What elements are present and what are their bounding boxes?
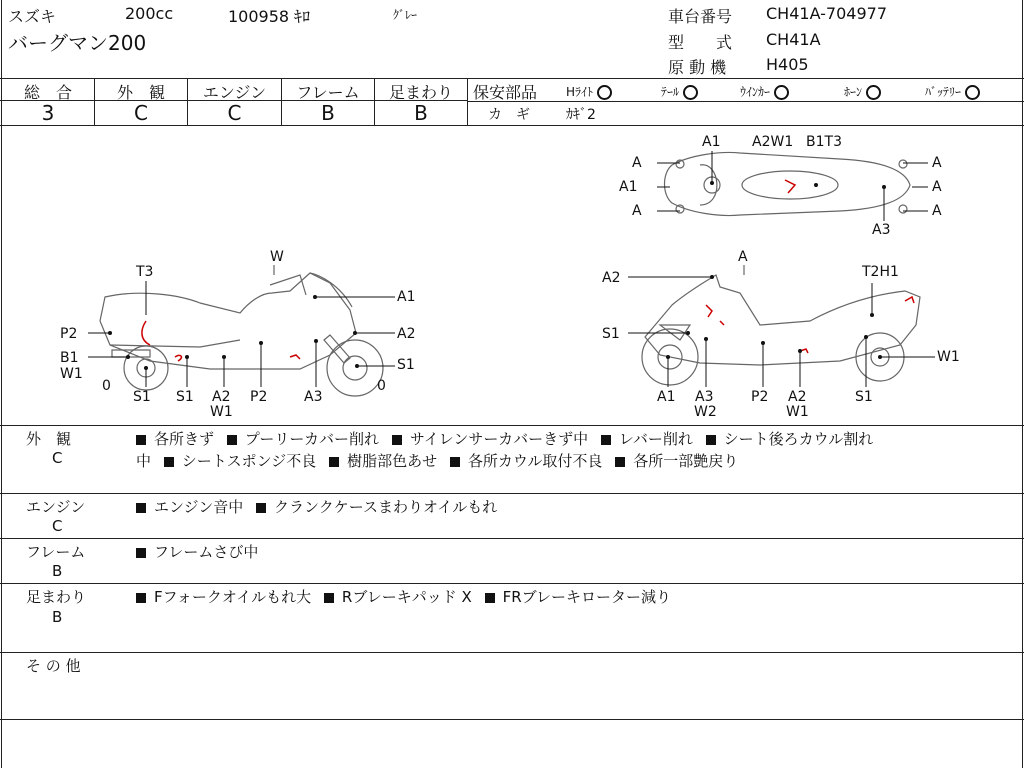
diagram-label: A (932, 179, 942, 195)
diagram-label: W1 (786, 404, 809, 420)
diagram-label: P2 (751, 389, 769, 405)
bullet-square-icon (392, 435, 402, 445)
bullet-square-icon (136, 593, 146, 603)
frame-grade-value: B (321, 101, 335, 125)
section-title-other: そ の 他 (26, 657, 81, 675)
bullet-square-icon (227, 435, 237, 445)
note-item: Fフォークオイルもれ大 (154, 588, 312, 606)
diagram-label: A2 (212, 389, 231, 405)
diagram-label: A (932, 203, 942, 219)
exterior-notes-line-1 (136, 428, 873, 449)
color: ｸﾞﾚｰ (393, 8, 418, 22)
note-item: 各所きず (154, 430, 215, 448)
diagram-label: T2H1 (862, 264, 899, 280)
frame-grade-label: フレーム (296, 83, 360, 102)
section-divider (0, 493, 1024, 494)
note-item: 各所一部艶戻り (633, 452, 739, 470)
model-name: バーグマン200 (8, 31, 147, 55)
exterior-label: 外 観 (116, 83, 165, 102)
exterior-value: C (134, 101, 148, 125)
leader-dots (108, 181, 886, 373)
diagram-label: A (632, 155, 642, 171)
engine-value: H405 (766, 55, 809, 74)
displacement: 200cc (125, 4, 174, 23)
note-item: FRブレーキローター減り (502, 588, 672, 606)
diagram-label: W1 (937, 349, 960, 365)
engine-label: 原 動 機 (668, 58, 727, 77)
safety-item-name: Hﾗｲﾄ (566, 85, 594, 99)
diagram-label: A2 (788, 389, 807, 405)
key-label: カ ギ (488, 107, 530, 123)
diagram-label: B1T3 (806, 134, 842, 150)
diagram-label: A3 (695, 389, 714, 405)
bullet-square-icon (324, 593, 334, 603)
section-title-engine: エンジン (26, 498, 86, 516)
safety-item-name: ﾃｰﾙ (661, 85, 680, 99)
diagram-label: 0 (377, 378, 386, 394)
notes-top (0, 425, 1024, 426)
right-scooter-outline (642, 265, 920, 385)
note-item: エンジン音中 (154, 498, 244, 516)
ok-circle-icon (597, 85, 612, 100)
type-value: CH41A (766, 30, 821, 49)
diagram-label: S1 (176, 389, 194, 405)
diagram-label: A1 (657, 389, 676, 405)
diagram-label: P2 (60, 326, 78, 342)
note-item: 中 (136, 452, 152, 470)
section-divider (0, 538, 1024, 539)
top-scooter-outline (665, 153, 911, 216)
safety-label: 保安部品 (473, 83, 538, 102)
diagram-label: S1 (133, 389, 151, 405)
type-label: 型 式 (668, 33, 733, 52)
section-title-frame: フレーム (26, 543, 86, 561)
note-item: Rブレーキパッド X (341, 588, 472, 606)
diagram-label: A1 (619, 179, 638, 195)
note-item: プーリーカバー削れ (244, 430, 380, 448)
chassis-value: CH41A-704977 (766, 4, 888, 23)
diagram-label: A1 (702, 134, 721, 150)
diagram-label: A2 (602, 270, 621, 286)
diagram-label: P2 (250, 389, 268, 405)
bullet-square-icon (256, 503, 266, 513)
section-grade-frame: B (52, 562, 63, 580)
note-item: 樹脂部色あせ (347, 452, 438, 470)
chassis-label: 車台番号 (668, 7, 733, 26)
bullet-square-icon (329, 457, 339, 467)
diagram-label: A2W1 (752, 134, 794, 150)
diagram-label: S1 (855, 389, 873, 405)
note-item: 各所カウル取付不良 (467, 452, 603, 470)
overall-value: 3 (41, 101, 55, 125)
bullet-square-icon (601, 435, 611, 445)
diagram-label: A1 (397, 289, 416, 305)
grade-table-top (0, 78, 1024, 79)
safety-item (661, 83, 698, 100)
diagram-label: W1 (210, 404, 233, 420)
diagram-label: A (632, 203, 642, 219)
safety-item (566, 83, 612, 100)
diagram-label: A (932, 155, 942, 171)
diagram-label: A3 (304, 389, 323, 405)
note-item: クランクケースまわりオイルもれ (274, 498, 498, 516)
diagram-label: A3 (872, 222, 891, 238)
ok-circle-icon (965, 85, 980, 100)
section-divider (0, 583, 1024, 584)
grade-divider (467, 78, 468, 125)
bullet-square-icon (164, 457, 174, 467)
section-grade-exterior: C (52, 449, 63, 467)
note-item: フレームさび中 (154, 543, 259, 561)
safety-middle (468, 101, 1024, 102)
suspension-grade-label: 足まわり (388, 83, 453, 102)
note-item: サイレンサーカバーきず中 (409, 430, 589, 448)
safety-item (844, 83, 881, 100)
note-item: シートスポンジ不良 (181, 452, 317, 470)
suspension-grade-value: B (414, 101, 428, 125)
safety-item-name: ﾊﾞｯﾃﾘｰ (925, 85, 962, 99)
note-item: シート後ろカウル割れ (723, 430, 874, 448)
note-item: レバー削れ (618, 430, 693, 448)
bullet-square-icon (136, 435, 146, 445)
exterior-notes-line-2 (136, 450, 738, 471)
key-value: ｶｷﾞ2 (566, 107, 596, 123)
bullet-square-icon (450, 457, 460, 467)
diagram-label: W (270, 249, 284, 265)
engine-grade-label: エンジン (202, 83, 267, 102)
diagram-label: B1 (60, 350, 79, 366)
section-grade-engine: C (52, 517, 63, 535)
bullet-square-icon (136, 503, 146, 513)
frame-notes-line-1 (136, 541, 258, 562)
section-divider (0, 652, 1024, 653)
diagram-label: W1 (60, 366, 83, 382)
safety-item (925, 83, 980, 100)
damage-diagram (0, 125, 1024, 425)
safety-item (740, 83, 789, 100)
mileage: 100958 ｷﾛ (228, 7, 311, 26)
section-title-suspension: 足まわり (26, 588, 87, 606)
damage-marks (142, 180, 914, 361)
ok-circle-icon (683, 85, 698, 100)
diagram-label: S1 (602, 326, 620, 342)
diagram-label: W2 (694, 404, 717, 420)
ok-circle-icon (774, 85, 789, 100)
overall-label: 総 合 (23, 83, 72, 102)
section-grade-suspension: B (52, 608, 63, 626)
safety-item-name: ﾎｰﾝ (844, 85, 863, 99)
safety-item-name: ｳｲﾝｶｰ (740, 85, 771, 99)
diagram-label: 0 (102, 378, 111, 394)
engine-grade-value: C (227, 101, 242, 125)
ok-circle-icon (866, 85, 881, 100)
diagram-label: A2 (397, 326, 416, 342)
bullet-square-icon (706, 435, 716, 445)
engine-notes-line-1 (136, 496, 497, 517)
section-title-exterior: 外 観 (26, 430, 72, 448)
bullet-square-icon (615, 457, 625, 467)
suspension-notes-line-1 (136, 586, 671, 607)
diagram-label: T3 (136, 264, 154, 280)
diagram-label: A (738, 249, 748, 265)
diagram-label: S1 (397, 357, 415, 373)
section-divider (0, 719, 1024, 720)
bullet-square-icon (136, 548, 146, 558)
maker: スズキ (8, 7, 57, 26)
bullet-square-icon (485, 593, 495, 603)
